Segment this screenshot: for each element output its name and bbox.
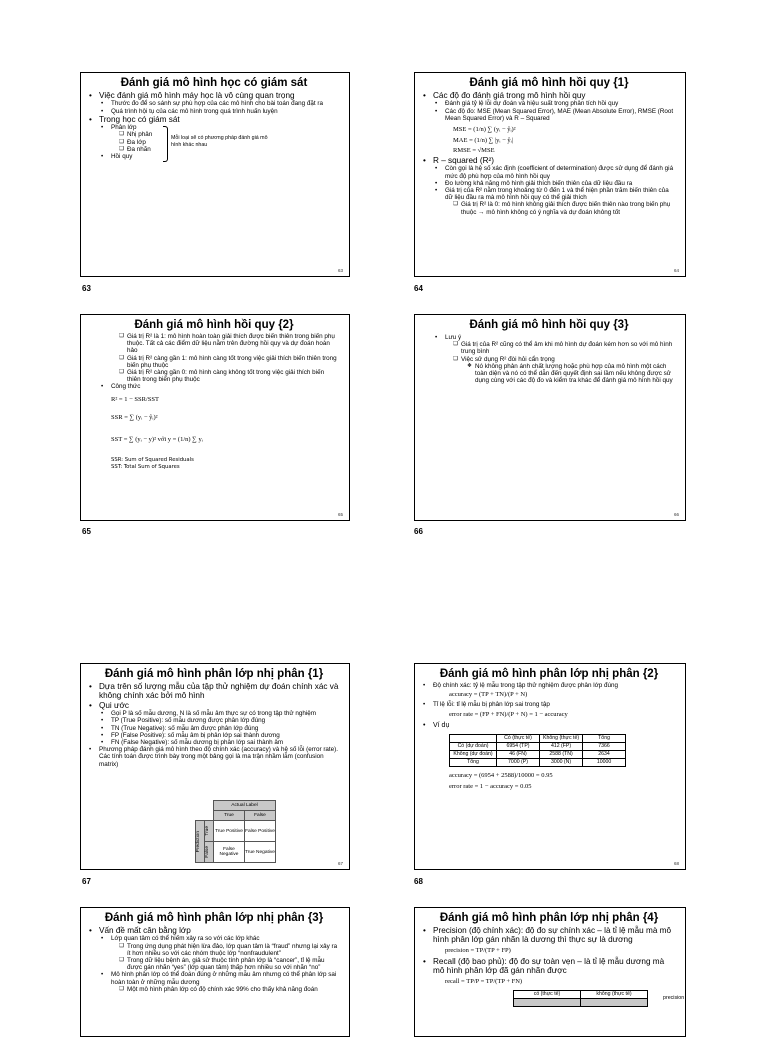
- bullet: • Phân lớp: [89, 124, 339, 131]
- bullet: ❑ Giá trị R² là 0: mô hình không giải thích được biến thiên nào trong biến phụ thuộc → mô hình không có ý nghĩa và dự đoán không tốt: [423, 201, 675, 215]
- slide-caption: 67: [82, 877, 91, 886]
- bullet: • Việc đánh giá mô hình máy học là vô cùng quan trọng: [89, 91, 339, 100]
- bullet: ❑ Một mô hình phân lớp có độ chính xác 99% cho thấy khả năng đoán: [89, 986, 339, 993]
- bullet: ❑ Trong ứng dụng phát hiện lừa đảo, lớp quan tâm là “fraud” nhưng lại xảy ra ít hơn nhiều so với các nhóm thuộc lớp “nonfraudulent”: [89, 943, 339, 957]
- bullet: ❖ Nó không phản ánh chất lượng hoặc phù hợp của mô hình một cách toàn diện và nó có thể dẫn đến quyết định sai lầm nếu không được sử dụng cùng với các độ đo và kiểm tra khác để đánh giá mô hình hồi quy: [423, 363, 675, 385]
- brace: [163, 126, 168, 162]
- table-cell: Có (dự đoán): [450, 743, 497, 751]
- formula-mse: MSE = (1/n) ∑ (yᵢ − ŷᵢ)²: [453, 126, 516, 134]
- formula-error-example: error rate = 1 − accuracy = 0.05: [449, 783, 532, 791]
- bullet: ❑ Nhị phân: [89, 131, 339, 138]
- slide-title: Đánh giá mô hình phân lớp nhị phân {1}: [104, 668, 324, 680]
- page-number: 67: [337, 861, 343, 866]
- cm-fn: False Negative: [214, 842, 245, 863]
- page-number: 64: [673, 268, 679, 273]
- bullet: • Trong học có giám sát: [89, 115, 339, 124]
- page-number: 68: [673, 861, 679, 866]
- table-row: [450, 735, 626, 743]
- bullet: • Dựa trên số lượng mẫu của tập thử nghiệm dự đoán chính xác và không chính xác bởi mô hình: [89, 682, 339, 701]
- formula-recall: recall = TP/P = TP/(TP + FN): [445, 977, 523, 985]
- table-cell: Tổng: [450, 759, 497, 767]
- table-header: Không (thực tế): [540, 735, 583, 743]
- slide-caption: 68: [414, 877, 423, 886]
- table-cell: Không (dự đoán): [450, 751, 497, 759]
- slide-title: Đánh giá mô hình phân lớp nhị phân {4}: [439, 912, 659, 924]
- bullet: • Còn gọi là hệ số xác định (coefficient of determination) được sử dụng để đánh giá mức độ phù hợp của mô hình hồi quy: [423, 165, 675, 179]
- slide-caption: 64: [414, 284, 423, 293]
- cm-true: True: [214, 811, 245, 821]
- slide-caption: 66: [414, 527, 423, 536]
- confusion-matrix: [195, 800, 276, 863]
- formula-sst: SST = ∑ (yᵢ − y)² với y = (1/n) ∑ yᵢ: [111, 435, 203, 443]
- table-cell: 3000 (N): [540, 759, 583, 767]
- bullet: • Recall (độ bao phủ): độ đo sự toàn vẹn – là tỉ lệ mẫu dương mà mô hình phân lớp đã gán nhãn được: [423, 957, 675, 976]
- page-number: 66: [673, 512, 679, 517]
- bullet: • Giá trị của R² nằm trong khoảng từ 0 đến 1 và thể hiện phần trăm biến thiên của dữ liệu đầu ra mà mô hình hồi quy có thể giải thích: [423, 187, 675, 201]
- bullet: • Đánh giá tỷ lệ lỗi dự đoán và hiệu suất trong phân tích hồi quy: [423, 100, 675, 107]
- table-header: [450, 735, 497, 743]
- formula-accuracy-example: accuracy = (6954 + 2588)/10000 = 0.95: [449, 772, 553, 780]
- cm-fp: False Positive: [245, 821, 276, 842]
- cm-row-false: False: [205, 846, 210, 858]
- formula-error-rate: error rate = (FP + FN)/(P + N) = 1 − accuracy: [449, 710, 568, 718]
- bullet: ❑ Trong dữ liệu bệnh án, giả sử thuộc tính phân lớp là “cancer”, tỉ lệ mẫu được gán nhãn “yes” (lớp quan tâm) thấp hơn nhiều so với nhãn “no”: [89, 957, 339, 971]
- table-header: không (thực tế): [581, 990, 648, 998]
- footnote: SSR: Sum of Squared Residuals: [111, 456, 194, 463]
- bullet: • Lưu ý: [423, 334, 675, 341]
- table-header: Có (thực tế): [497, 735, 540, 743]
- table-cell: 7000 (P): [497, 759, 540, 767]
- table-cell: 2634: [583, 751, 626, 759]
- bullet: ❑ Giá trị R² càng gần 0: mô hình càng không tốt trong việc giải thích biến thiên trong biến phụ thuộc: [89, 369, 339, 383]
- bullet: • Precision (độ chính xác): độ đo sự chính xác – là tỉ lệ mẫu mà mô hình phân lớp gán nhãn là dương thì thực sự là dương: [423, 926, 675, 945]
- example-table: [449, 734, 626, 767]
- bullet: • Vấn đề mất cân bằng lớp: [89, 926, 339, 935]
- slide-title: Đánh giá mô hình học có giám sát: [120, 77, 308, 89]
- formula-precision: precision = TP/(TP + FP): [445, 946, 511, 954]
- brace-note: Mỗi loại sẽ có phương pháp đánh giá mô hình khác nhau: [171, 135, 268, 148]
- formula-r2: R² = 1 − SSR/SST: [111, 395, 159, 403]
- cm-tn: True Negative: [245, 842, 276, 863]
- bullet: • Mô hình phân lớp có thể đoán đúng ở những mẫu âm nhưng có thể phân lớp sai hoàn toàn ở những mẫu dương: [89, 971, 339, 985]
- page-number: 63: [337, 268, 343, 273]
- bullet: • Phương pháp đánh giá mô hình theo độ chính xác (accuracy) và hệ số lỗi (error rate). Các tính toán được trình bày trong một bảng gọi là ma trận nhầm lẫm (confusion matrix): [89, 746, 339, 768]
- bullet: • Các độ đo đánh giá trong mô hình hồi quy: [423, 91, 675, 100]
- slide-title: Đánh giá mô hình phân lớp nhị phân {3}: [104, 912, 324, 924]
- table-cell: 46 (FN): [497, 751, 540, 759]
- cm-tp: True Positive: [214, 821, 245, 842]
- table-header: Tổng: [583, 735, 626, 743]
- slide-title: Đánh giá mô hình hồi quy {1}: [469, 77, 629, 89]
- page-number: 65: [337, 512, 343, 517]
- bullet: • Ví dụ: [423, 721, 675, 730]
- slide-65: [80, 314, 350, 521]
- table-row: [450, 743, 626, 751]
- slide-title: Đánh giá mô hình phân lớp nhị phân {2}: [439, 668, 659, 680]
- cm-actual-label: Actual Label: [214, 801, 276, 811]
- table-cell: 6954 (TP): [497, 743, 540, 751]
- bullet: • FN (False Negative): số mẫu dương bị phân lớp sai thành âm: [89, 739, 339, 746]
- table-row: [450, 759, 626, 767]
- slide-67: [80, 663, 350, 870]
- formula-ssr: SSR = ∑ (yᵢ − ŷᵢ)²: [111, 413, 158, 421]
- table-cell: 2588 (TN): [540, 751, 583, 759]
- slide-title: Đánh giá mô hình hồi quy {3}: [469, 319, 629, 331]
- slide-70: [414, 907, 686, 1037]
- precision-table-header: [513, 990, 648, 1007]
- bullet: • Tỉ lệ lỗi: tỉ lệ mẫu bị phân lớp sai trong tập: [423, 701, 675, 708]
- bullet: • Qui ước: [89, 701, 339, 710]
- slide-title: Đánh giá mô hình hồi quy {2}: [134, 319, 294, 331]
- bullet: • Thước đo để so sánh sự phù hợp của các mô hình cho bài toán đang đặt ra: [89, 100, 339, 107]
- bullet: • Các độ đo: MSE (Mean Squared Error), MAE (Mean Absolute Error), RMSE (Root Mean Squared Error) và R – Squared: [423, 108, 675, 122]
- precision-label: precision: [663, 994, 685, 1001]
- cm-prediction: Prediction: [196, 830, 201, 853]
- table-header: có (thực tế): [514, 990, 581, 998]
- slide-68: [414, 663, 686, 870]
- footnote: SST: Total Sum of Squares: [111, 463, 180, 470]
- bullet: • R – squared (R²): [423, 156, 675, 165]
- slide-69: [80, 907, 350, 1037]
- table-row: [450, 751, 626, 759]
- bullet: • Đo lường khả năng mô hình giải thích biến thiên của dữ liệu đầu ra: [423, 180, 675, 187]
- table-cell: 7366: [583, 743, 626, 751]
- slide-66: [414, 314, 686, 521]
- bullet: ❑ Đa lớp: [89, 139, 339, 146]
- formula-rmse: RMSE = √MSE: [453, 147, 495, 155]
- slide-63: [80, 72, 350, 277]
- bullet: • TN (True Negative): số mẫu âm được phân lớp đúng: [89, 725, 339, 732]
- bullet: ❑ Giá trị của R² cũng có thể âm khi mô hình dự đoán kém hơn so với mô hình trung bình: [423, 341, 675, 355]
- bullet: • FP (False Positive): số mẫu âm bị phân lớp sai thành dương: [89, 732, 339, 739]
- bullet: • Gọi P là số mẫu dương, N là số mẫu âm thực sự có trong tập thử nghiệm: [89, 710, 339, 717]
- bullet: ❑ Giá trị R² là 1: mô hình hoàn toàn giải thích được biến thiên trong biến phụ thuộc. Tất cả các điểm dữ liệu nằm trên đường hồi quy và dự đoán hoàn hảo: [89, 333, 339, 355]
- bullet: • Độ chính xác: tỷ lệ mẫu trong tập thử nghiệm được phân lớp đúng: [423, 682, 675, 689]
- bullet: • Quá trình hội tụ của các mô hình trong quá trình huấn luyện: [89, 108, 339, 115]
- slide-caption: 63: [82, 284, 91, 293]
- slide-caption: 65: [82, 527, 91, 536]
- bullet: ❑ Việc sử dụng R² đòi hỏi cẩn trọng: [423, 356, 675, 363]
- bullet: ❑ Đa nhãn: [89, 146, 339, 153]
- cm-row-true: True: [205, 826, 210, 836]
- table-cell: 10000: [583, 759, 626, 767]
- bullet: • TP (True Positive): số mẫu dương được phân lớp đúng: [89, 717, 339, 724]
- table-cell: 412 (FP): [540, 743, 583, 751]
- formula-accuracy: accuracy = (TP + TN)/(P + N): [449, 691, 528, 699]
- slide-64: [414, 72, 686, 277]
- bullet: • Lớp quan tâm có thể hiếm xảy ra so với các lớp khác: [89, 935, 339, 942]
- formula-mae: MAE = (1/n) ∑ |yᵢ − ŷᵢ|: [453, 137, 514, 145]
- bullet: ❑ Giá trị R² càng gần 1: mô hình càng tốt trong việc giải thích biến thiên trong biến phụ thuộc: [89, 355, 339, 369]
- bullet: • Công thức: [89, 383, 339, 390]
- bullet: • Hồi quy: [89, 153, 339, 160]
- cm-false: False: [245, 811, 276, 821]
